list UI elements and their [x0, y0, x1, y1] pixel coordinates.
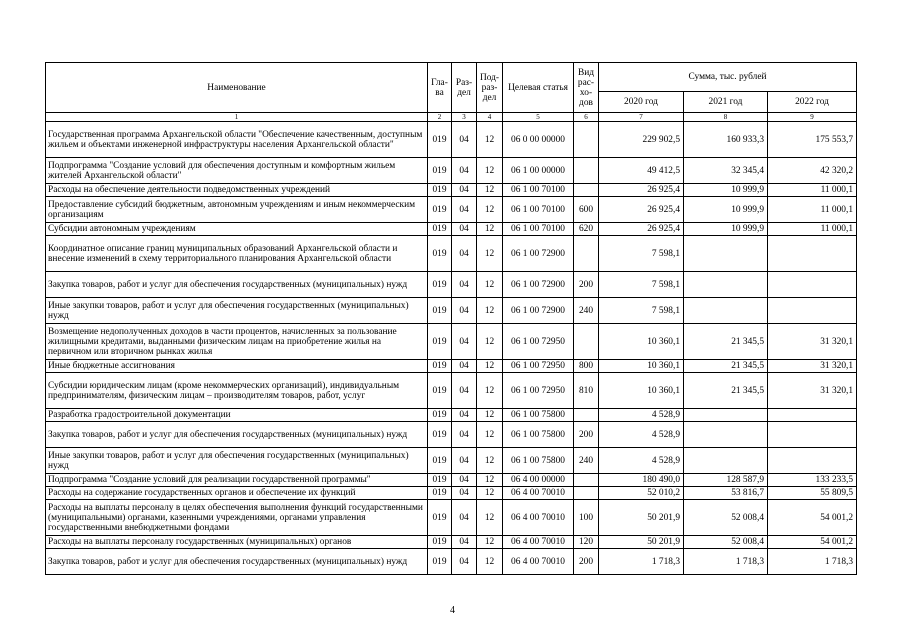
row-sum-2021: 1 718,3	[684, 549, 768, 575]
row-subsection: 12	[477, 448, 503, 474]
table-row	[46, 122, 857, 158]
row-sum-2022: 133 233,5	[768, 474, 857, 487]
row-section: 04	[452, 500, 477, 536]
row-chapter: 019	[428, 448, 452, 474]
row-chapter: 019	[428, 549, 452, 575]
row-sum-2022	[768, 422, 857, 448]
row-sum-2022: 31 320,1	[768, 373, 857, 409]
row-sum-2020: 7 598,1	[599, 298, 684, 324]
row-subsection: 12	[477, 158, 503, 184]
table-row	[46, 324, 857, 360]
row-sum-2022: 31 320,1	[768, 324, 857, 360]
row-name: Расходы на обеспечение деятельности подведомственных учреждений	[46, 184, 428, 197]
row-target: 06 4 00 70010	[503, 536, 574, 549]
table-row	[46, 158, 857, 184]
row-name: Закупка товаров, работ и услуг для обеспечения государственных (муниципальных) нужд	[46, 422, 428, 448]
row-chapter: 019	[428, 536, 452, 549]
row-sum-2022	[768, 409, 857, 422]
row-name: Иные закупки товаров, работ и услуг для обеспечения государственных (муниципальных) нужд	[46, 298, 428, 324]
row-type: 810	[574, 373, 599, 409]
row-type: 200	[574, 549, 599, 575]
row-section: 04	[452, 184, 477, 197]
row-name: Государственная программа Архангельской области "Обеспечение качественным, доступным жильем и объектами инженерной инфраструктуры населения Архангельской области"	[46, 122, 428, 158]
row-target: 06 1 00 72950	[503, 373, 574, 409]
row-type	[574, 236, 599, 272]
column-index: 9	[768, 113, 857, 122]
row-sum-2022: 31 320,1	[768, 360, 857, 373]
header-year-2022: 2022 год	[768, 92, 857, 113]
row-target: 06 1 00 00000	[503, 158, 574, 184]
column-index-row	[46, 113, 857, 122]
row-chapter: 019	[428, 298, 452, 324]
row-sum-2022	[768, 236, 857, 272]
column-index: 7	[599, 113, 684, 122]
row-sum-2020: 50 201,9	[599, 536, 684, 549]
row-sum-2022: 11 000,1	[768, 184, 857, 197]
row-type	[574, 324, 599, 360]
row-chapter: 019	[428, 500, 452, 536]
row-section: 04	[452, 474, 477, 487]
row-subsection: 12	[477, 360, 503, 373]
row-section: 04	[452, 324, 477, 360]
column-index: 8	[684, 113, 768, 122]
row-chapter: 019	[428, 487, 452, 500]
column-index: 4	[477, 113, 503, 122]
row-target: 06 0 00 00000	[503, 122, 574, 158]
row-section: 04	[452, 298, 477, 324]
row-sum-2021: 32 345,4	[684, 158, 768, 184]
row-target: 06 1 00 72950	[503, 324, 574, 360]
row-sum-2020: 26 925,4	[599, 184, 684, 197]
row-name: Подпрограмма "Создание условий для реализации государственной программы"	[46, 474, 428, 487]
table-row	[46, 272, 857, 298]
row-sum-2022: 54 001,2	[768, 536, 857, 549]
table-row	[46, 409, 857, 422]
row-subsection: 12	[477, 184, 503, 197]
row-sum-2020: 10 360,1	[599, 324, 684, 360]
row-sum-2020: 10 360,1	[599, 373, 684, 409]
row-section: 04	[452, 487, 477, 500]
row-sum-2022	[768, 298, 857, 324]
row-sum-2020: 7 598,1	[599, 236, 684, 272]
header-year-2021: 2021 год	[684, 92, 768, 113]
row-type: 240	[574, 298, 599, 324]
row-section: 04	[452, 536, 477, 549]
row-sum-2022: 55 809,5	[768, 487, 857, 500]
row-sum-2021	[684, 422, 768, 448]
row-sum-2022: 11 000,1	[768, 197, 857, 223]
table-row	[46, 500, 857, 536]
budget-table	[45, 62, 857, 575]
row-sum-2021	[684, 409, 768, 422]
row-sum-2020: 7 598,1	[599, 272, 684, 298]
row-type	[574, 487, 599, 500]
row-sum-2020: 50 201,9	[599, 500, 684, 536]
row-chapter: 019	[428, 324, 452, 360]
header-chapter: Гла-ва	[428, 63, 452, 113]
row-name: Расходы на выплаты персоналу в целях обеспечения выполнения функций государственными (муниципальными) органами, казенными учреждениями, органами управления государственными внебюджетными фондами	[46, 500, 428, 536]
row-target: 06 1 00 72900	[503, 236, 574, 272]
row-sum-2020: 4 528,9	[599, 448, 684, 474]
row-target: 06 1 00 75800	[503, 448, 574, 474]
row-type: 100	[574, 500, 599, 536]
row-chapter: 019	[428, 197, 452, 223]
row-sum-2020: 52 010,2	[599, 487, 684, 500]
row-subsection: 12	[477, 223, 503, 236]
row-sum-2021: 160 933,3	[684, 122, 768, 158]
row-section: 04	[452, 409, 477, 422]
row-section: 04	[452, 236, 477, 272]
table-row	[46, 536, 857, 549]
row-sum-2021: 10 999,9	[684, 197, 768, 223]
table-row	[46, 448, 857, 474]
column-index: 6	[574, 113, 599, 122]
row-sum-2022: 1 718,3	[768, 549, 857, 575]
table-row	[46, 422, 857, 448]
header-type: Вид рас-хо-дов	[574, 63, 599, 113]
row-chapter: 019	[428, 236, 452, 272]
table-row	[46, 549, 857, 575]
row-section: 04	[452, 360, 477, 373]
column-index: 1	[46, 113, 428, 122]
row-name: Расходы на содержание государственных органов и обеспечение их функций	[46, 487, 428, 500]
row-sum-2020: 26 925,4	[599, 197, 684, 223]
row-type: 240	[574, 448, 599, 474]
header-name: Наименование	[46, 63, 428, 113]
row-sum-2022: 42 320,2	[768, 158, 857, 184]
row-target: 06 1 00 75800	[503, 409, 574, 422]
row-sum-2021	[684, 448, 768, 474]
row-subsection: 12	[477, 272, 503, 298]
table-row	[46, 236, 857, 272]
row-sum-2020: 4 528,9	[599, 422, 684, 448]
row-chapter: 019	[428, 223, 452, 236]
row-sum-2021: 10 999,9	[684, 184, 768, 197]
row-target: 06 1 00 75800	[503, 422, 574, 448]
row-subsection: 12	[477, 549, 503, 575]
row-sum-2021: 53 816,7	[684, 487, 768, 500]
page-number: 4	[450, 605, 455, 616]
table-body	[46, 122, 857, 575]
row-sum-2020: 49 412,5	[599, 158, 684, 184]
row-chapter: 019	[428, 422, 452, 448]
row-subsection: 12	[477, 500, 503, 536]
row-sum-2021: 128 587,9	[684, 474, 768, 487]
row-sum-2021: 52 008,4	[684, 536, 768, 549]
row-subsection: 12	[477, 298, 503, 324]
row-sum-2021	[684, 236, 768, 272]
row-subsection: 12	[477, 373, 503, 409]
row-section: 04	[452, 373, 477, 409]
row-section: 04	[452, 158, 477, 184]
row-subsection: 12	[477, 122, 503, 158]
table-row	[46, 474, 857, 487]
row-type: 600	[574, 197, 599, 223]
row-sum-2020: 229 902,5	[599, 122, 684, 158]
row-name: Иные бюджетные ассигнования	[46, 360, 428, 373]
row-sum-2020: 180 490,0	[599, 474, 684, 487]
table-row	[46, 184, 857, 197]
row-subsection: 12	[477, 236, 503, 272]
row-section: 04	[452, 549, 477, 575]
row-sum-2022: 54 001,2	[768, 500, 857, 536]
row-sum-2022: 175 553,7	[768, 122, 857, 158]
row-name: Расходы на выплаты персоналу государственных (муниципальных) органов	[46, 536, 428, 549]
row-sum-2022	[768, 272, 857, 298]
row-section: 04	[452, 122, 477, 158]
row-type: 620	[574, 223, 599, 236]
row-chapter: 019	[428, 373, 452, 409]
row-sum-2022	[768, 448, 857, 474]
row-type: 200	[574, 272, 599, 298]
row-sum-2021: 21 345,5	[684, 324, 768, 360]
row-sum-2021	[684, 298, 768, 324]
row-subsection: 12	[477, 197, 503, 223]
row-sum-2020: 26 925,4	[599, 223, 684, 236]
row-chapter: 019	[428, 158, 452, 184]
row-type	[574, 409, 599, 422]
row-subsection: 12	[477, 409, 503, 422]
row-name: Закупка товаров, работ и услуг для обеспечения государственных (муниципальных) нужд	[46, 272, 428, 298]
row-subsection: 12	[477, 422, 503, 448]
header-section: Раз-дел	[452, 63, 477, 113]
row-section: 04	[452, 197, 477, 223]
header-target: Целевая статья	[503, 63, 574, 113]
row-section: 04	[452, 448, 477, 474]
row-sum-2022: 11 000,1	[768, 223, 857, 236]
row-name: Закупка товаров, работ и услуг для обеспечения государственных (муниципальных) нужд	[46, 549, 428, 575]
row-section: 04	[452, 272, 477, 298]
row-name: Предоставление субсидий бюджетным, автономным учреждениям и иным некоммерческим организациям	[46, 197, 428, 223]
row-target: 06 1 00 70100	[503, 197, 574, 223]
table-row	[46, 373, 857, 409]
row-type	[574, 122, 599, 158]
row-type	[574, 474, 599, 487]
header-subsection: Под-раз-дел	[477, 63, 503, 113]
row-sum-2021: 52 008,4	[684, 500, 768, 536]
row-target: 06 4 00 70010	[503, 549, 574, 575]
row-sum-2020: 1 718,3	[599, 549, 684, 575]
table-row	[46, 298, 857, 324]
header-sum: Сумма, тыс. рублей	[599, 63, 857, 92]
row-chapter: 019	[428, 272, 452, 298]
row-target: 06 1 00 72900	[503, 298, 574, 324]
row-chapter: 019	[428, 360, 452, 373]
row-chapter: 019	[428, 184, 452, 197]
row-chapter: 019	[428, 409, 452, 422]
row-subsection: 12	[477, 487, 503, 500]
row-sum-2021: 21 345,5	[684, 373, 768, 409]
row-sum-2021	[684, 272, 768, 298]
row-subsection: 12	[477, 324, 503, 360]
table-row	[46, 223, 857, 236]
column-index: 5	[503, 113, 574, 122]
row-name: Подпрограмма "Создание условий для обеспечения доступным и комфортным жильем жителей Архангельской области"	[46, 158, 428, 184]
header-year-2020: 2020 год	[599, 92, 684, 113]
row-chapter: 019	[428, 474, 452, 487]
table-row	[46, 487, 857, 500]
row-sum-2020: 4 528,9	[599, 409, 684, 422]
row-name: Возмещение недополученных доходов в части процентов, начисленных за пользование жилищными кредитами, выданными физическим лицам на приобретение жилья на первичном или вторичном рынках жилья	[46, 324, 428, 360]
row-type: 800	[574, 360, 599, 373]
row-name: Разработка градостроительной документации	[46, 409, 428, 422]
row-section: 04	[452, 223, 477, 236]
column-index: 3	[452, 113, 477, 122]
row-target: 06 1 00 70100	[503, 223, 574, 236]
column-index: 2	[428, 113, 452, 122]
row-name: Иные закупки товаров, работ и услуг для обеспечения государственных (муниципальных) нужд	[46, 448, 428, 474]
row-subsection: 12	[477, 536, 503, 549]
row-name: Координатное описание границ муниципальных образований Архангельской области и внесение изменений в схему территориального планирования Архангельской области	[46, 236, 428, 272]
row-subsection: 12	[477, 474, 503, 487]
row-sum-2020: 10 360,1	[599, 360, 684, 373]
row-type	[574, 184, 599, 197]
row-name: Субсидии юридическим лицам (кроме некоммерческих организаций), индивидуальным предпринимателям, физическим лицам – производителям товаров, работ, услуг	[46, 373, 428, 409]
row-chapter: 019	[428, 122, 452, 158]
row-target: 06 4 00 70010	[503, 487, 574, 500]
row-section: 04	[452, 422, 477, 448]
row-target: 06 1 00 70100	[503, 184, 574, 197]
row-sum-2021: 21 345,5	[684, 360, 768, 373]
table-row	[46, 360, 857, 373]
row-target: 06 4 00 70010	[503, 500, 574, 536]
row-type	[574, 158, 599, 184]
row-type: 120	[574, 536, 599, 549]
table-row	[46, 197, 857, 223]
row-type: 200	[574, 422, 599, 448]
row-name: Субсидии автономным учреждениям	[46, 223, 428, 236]
row-sum-2021: 10 999,9	[684, 223, 768, 236]
row-target: 06 1 00 72950	[503, 360, 574, 373]
row-target: 06 4 00 00000	[503, 474, 574, 487]
row-target: 06 1 00 72900	[503, 272, 574, 298]
